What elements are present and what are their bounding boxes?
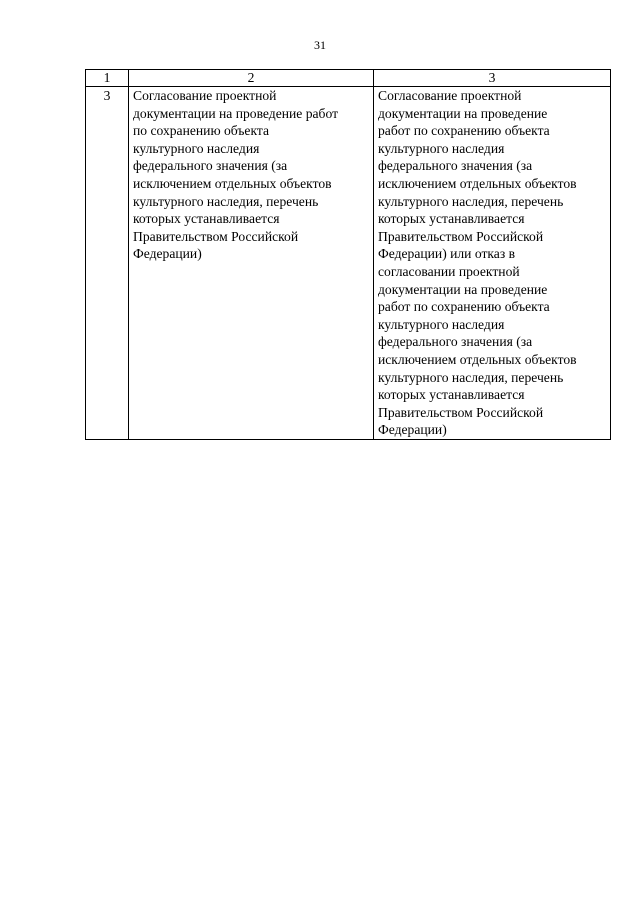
service-result-cell: Согласование проектной документации на проведение работ по сохранению объекта культурного наследия федерального значения (за исключением отдельных объектов культурного наследия, перечень которых устанавливается Правительством Российской Федерации) или отказ в согласовании проектной документации на проведение работ по сохранению объекта культурного наследия федерального значения (за исключением отдельных объектов культурного наследия, перечень которых устанавливается Правительством Российской Федерации) <box>374 87 611 440</box>
document-table <box>85 69 611 440</box>
service-name-cell: Согласование проектной документации на проведение работ по сохранению объекта культурного наследия федерального значения (за исключением отдельных объектов культурного наследия, перечень которых устанавливается Правительством Российской Федерации) <box>129 87 374 440</box>
table-row <box>86 87 611 440</box>
column-header-1: 1 <box>86 70 129 87</box>
column-header-2: 2 <box>129 70 374 87</box>
row-number-cell: 3 <box>86 87 129 440</box>
column-header-3: 3 <box>374 70 611 87</box>
page-number: 31 <box>314 38 326 52</box>
table-header-row <box>86 70 611 87</box>
